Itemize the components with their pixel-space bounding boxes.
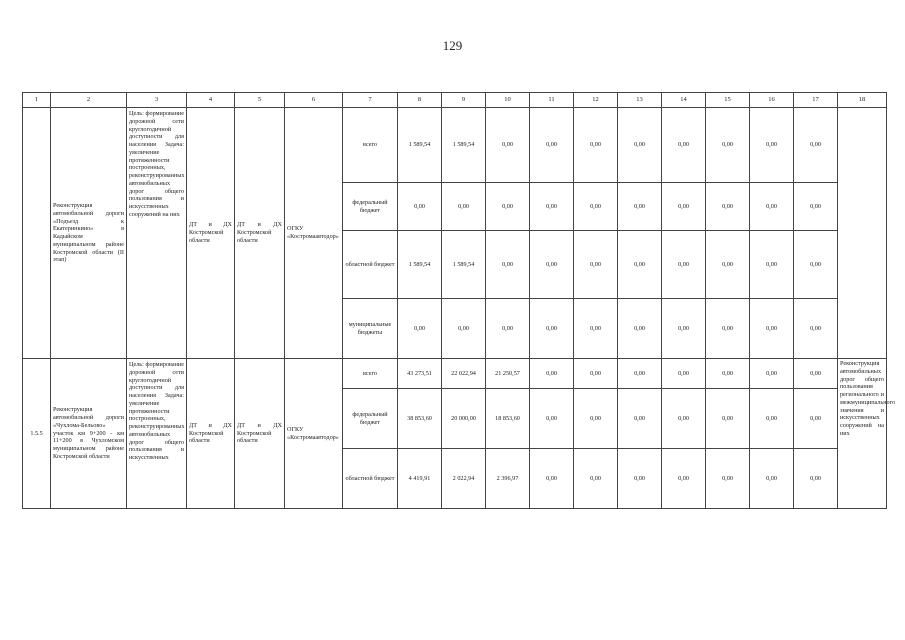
amount-cell: 0,00 [618,108,662,183]
amount-cell: 0,00 [794,299,838,359]
header-cell: 11 [530,93,574,108]
amount-cell: 1 589,54 [398,231,442,299]
amount-cell: 1 589,54 [442,108,486,183]
amount-cell: 0,00 [794,359,838,389]
amount-cell: 0,00 [618,359,662,389]
header-cell: 14 [662,93,706,108]
amount-cell: 0,00 [706,449,750,509]
amount-cell: 1 589,54 [398,108,442,183]
amount-cell: 0,00 [706,108,750,183]
amount-cell: 0,00 [750,108,794,183]
amount-cell: 0,00 [794,108,838,183]
funding-source: муниципальные бюджеты [343,299,398,359]
amount-cell: 0,00 [574,231,618,299]
amount-cell: 0,00 [662,449,706,509]
amount-cell: 0,00 [530,449,574,509]
amount-cell: 0,00 [618,389,662,449]
header-cell: 1 [23,93,51,108]
amount-cell: 0,00 [794,231,838,299]
amount-cell: 0,00 [574,183,618,231]
amount-cell: 1 589,54 [442,231,486,299]
amount-cell: 0,00 [618,231,662,299]
amount-cell: 20 000,00 [442,389,486,449]
amount-cell: 0,00 [574,389,618,449]
amount-cell: 0,00 [662,299,706,359]
header-cell: 9 [442,93,486,108]
amount-cell: 0,00 [750,299,794,359]
funding-source: всего [343,359,398,389]
responsible-2: ДТ и ДХ Костромской области [235,359,285,509]
header-cell: 2 [51,93,127,108]
amount-cell: 0,00 [706,231,750,299]
amount-cell: 0,00 [574,449,618,509]
amount-cell: 0,00 [486,183,530,231]
amount-cell: 0,00 [618,299,662,359]
header-cell: 10 [486,93,530,108]
amount-cell: 22 022,94 [442,359,486,389]
table-row [23,108,887,183]
amount-cell: 0,00 [618,183,662,231]
amount-cell: 0,00 [442,183,486,231]
amount-cell: 43 273,51 [398,359,442,389]
funding-source: областной бюджет [343,449,398,509]
amount-cell: 0,00 [486,299,530,359]
amount-cell: 0,00 [794,449,838,509]
amount-cell: 0,00 [794,389,838,449]
amount-cell: 0,00 [530,389,574,449]
amount-cell: 0,00 [442,299,486,359]
amount-cell: 0,00 [530,183,574,231]
amount-cell: 0,00 [706,183,750,231]
amount-cell: 0,00 [398,183,442,231]
table-row [23,359,887,389]
page-number: 129 [442,38,463,53]
executor: ОГКУ «Костромаавтодор» [285,359,343,509]
amount-cell: 0,00 [750,389,794,449]
funding-source: всего [343,108,398,183]
amount-cell: 0,00 [398,299,442,359]
amount-cell: 0,00 [530,108,574,183]
goal-task: Цель: формирование дорожной сети круглогодичной доступности для населения Задача: увеличение протяженности построенных, реконструированных автомобильных дорог общего пользования и искусственных [127,359,187,509]
amount-cell: 21 250,57 [486,359,530,389]
amount-cell: 0,00 [750,231,794,299]
header-cell: 3 [127,93,187,108]
amount-cell: 0,00 [530,299,574,359]
amount-cell: 0,00 [486,231,530,299]
header-row [23,93,887,108]
responsible-1: ДТ и ДХ Костромской области [187,359,235,509]
amount-cell: 0,00 [750,183,794,231]
header-cell: 16 [750,93,794,108]
result-note [838,108,887,359]
header-cell: 6 [285,93,343,108]
amount-cell: 0,00 [486,108,530,183]
result-note: Реконструкция автомобильных дорог общего пользования регионального и межмуниципального значения и искусственных сооружений на них [838,359,887,509]
header-cell: 7 [343,93,398,108]
amount-cell: 0,00 [618,449,662,509]
goal-task: Цель: формирование дорожной сети круглогодичной доступности для населения Задача: увеличение протяженности построенных, реконструированных автомобильных дорог общего пользования и искусственных сооружений на них [127,108,187,359]
amount-cell: 4 419,91 [398,449,442,509]
amount-cell: 0,00 [706,389,750,449]
budget-table [22,92,896,509]
amount-cell: 0,00 [662,389,706,449]
amount-cell: 0,00 [750,359,794,389]
amount-cell: 0,00 [750,449,794,509]
amount-cell: 18 853,60 [486,389,530,449]
executor: ОГКУ «Костромаавтодор» [285,108,343,359]
header-cell: 17 [794,93,838,108]
amount-cell: 38 853,60 [398,389,442,449]
amount-cell: 0,00 [706,299,750,359]
amount-cell: 0,00 [662,359,706,389]
amount-cell: 0,00 [706,359,750,389]
amount-cell: 0,00 [662,183,706,231]
responsible-1: ДТ и ДХ Костромской области [187,108,235,359]
measure-name: Реконструкция автомобильной дороги «Чухлома-Бельово» участок км 9+200 - км 11+200 в Чухломском муниципальном районе Костромской области [51,359,127,509]
measure-name: Реконструкция автомобильной дороги «Подъезд к Екатеринкино» в Кадыйском муниципальном районе Костромской области (II этап) [51,108,127,359]
funding-source: федеральный бюджет [343,389,398,449]
amount-cell: 0,00 [574,299,618,359]
amount-cell: 0,00 [662,231,706,299]
header-cell: 4 [187,93,235,108]
header-cell: 8 [398,93,442,108]
amount-cell: 2 022,94 [442,449,486,509]
funding-source: областной бюджет [343,231,398,299]
funding-source: федеральный бюджет [343,183,398,231]
amount-cell: 0,00 [530,231,574,299]
header-cell: 12 [574,93,618,108]
header-cell: 15 [706,93,750,108]
amount-cell: 2 396,97 [486,449,530,509]
header-cell: 18 [838,93,887,108]
row-code: 1.5.5 [23,359,51,509]
amount-cell: 0,00 [662,108,706,183]
responsible-2: ДТ и ДХ Костромской области [235,108,285,359]
amount-cell: 0,00 [530,359,574,389]
amount-cell: 0,00 [574,359,618,389]
amount-cell: 0,00 [574,108,618,183]
row-code [23,108,51,359]
header-cell: 5 [235,93,285,108]
amount-cell: 0,00 [794,183,838,231]
header-cell: 13 [618,93,662,108]
